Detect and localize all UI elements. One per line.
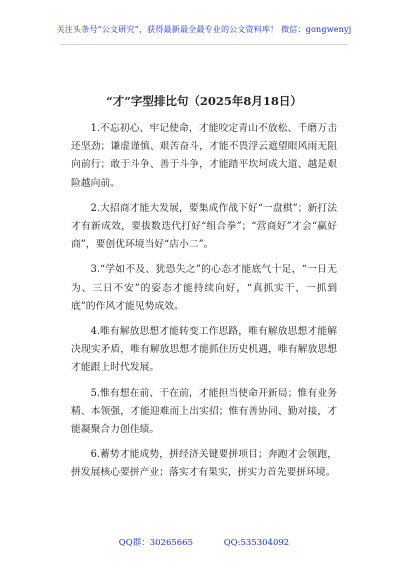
footer-contact <box>0 536 408 548</box>
footer-qq: QQ:535304092 <box>223 538 290 548</box>
header-note: 关注头条号“公文研究”，获得最新最全最专业的公文资料库！ 微信：gongwenyj <box>56 25 352 34</box>
paragraph-1: 1.不忘初心、牢记使命，才能咬定青山不放松、千磨万击还坚劲；谦虚谨慎、艰苦奋斗，才能不畏浮云遮望眼风雨无阻向前行；敢于斗争、善于斗争，才能踏平坎坷成大道、越是艰险越向前。 <box>71 123 337 189</box>
header-divider <box>60 44 348 45</box>
footer-qq-group: QQ群：30265665 <box>118 538 193 548</box>
paragraph-2: 2.大招商才能大发展，要集成作战下好“一盘棋”；新打法才有新成效，要拔数迭代打好“组合拳”；“营商好”才会“赢好商”，要创优环境当好“店小二”。 <box>71 202 337 251</box>
document-title: “才”字型排比句（2025年8月18日） <box>106 94 302 108</box>
paragraph-4: 4.唯有解放思想才能转变工作思路，唯有解放思想才能解决现实矛盾，唯有解放思想才能抓住历史机遇，唯有解放思想才能跟上时代发展。 <box>71 326 337 374</box>
paragraph-5: 5.惟有想在前、干在前，才能担当使命开新局；惟有业务精、本领强，才能迎难而上出实招；惟有善协同、勤对接，才能凝聚合力创佳绩。 <box>71 387 337 436</box>
document-body <box>71 120 337 490</box>
paragraph-3: 3.“学如不及、犹恐失之”的心态才能底气十足，“一日无为、三日不安”的姿态才能持续向好，“真抓实干、一抓到底”的作风才能见势成效。 <box>71 264 337 312</box>
paragraph-6: 6.蓄势才能成势，拼经济关键要拼项目；奔跑才会领跑，拼发展核心要拼产业；落实才有果实，拼实力首先要拼环境。 <box>71 449 337 479</box>
